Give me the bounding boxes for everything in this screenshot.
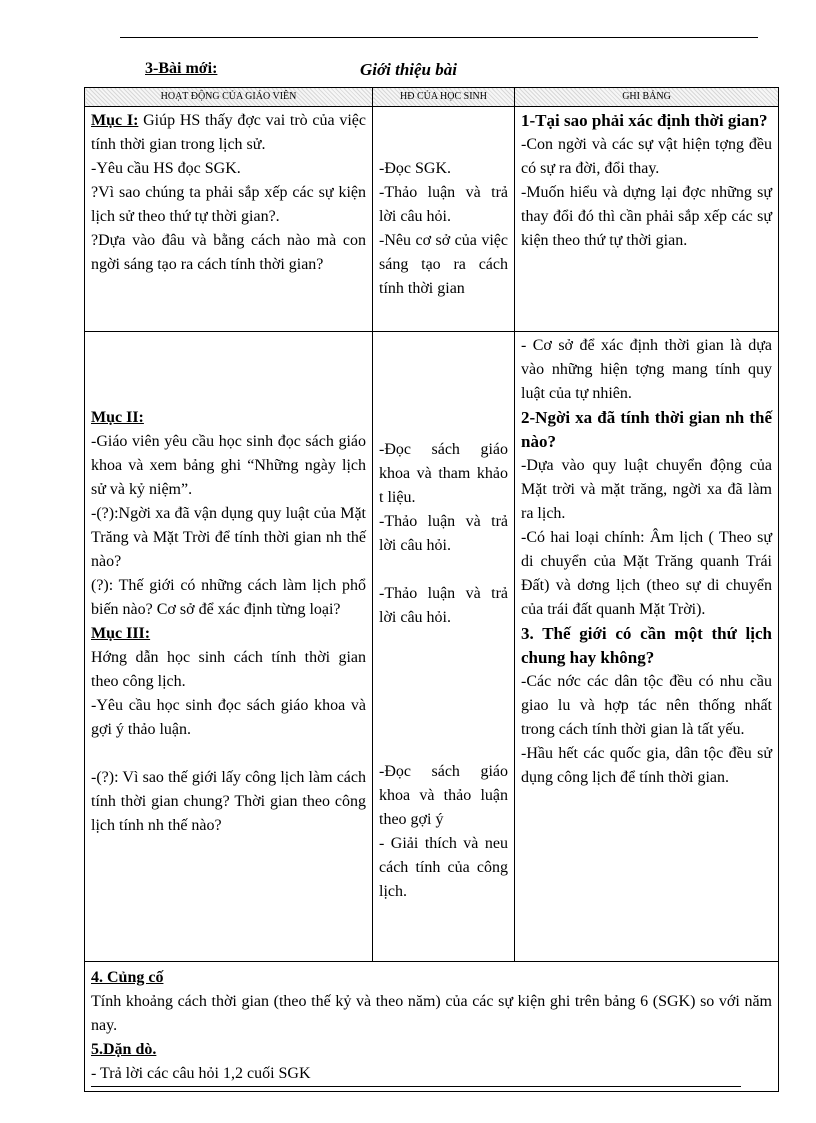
table-row (85, 332, 779, 962)
table-row (85, 107, 779, 332)
student-cell (373, 332, 515, 962)
student-line: -Thảo luận và trả lời câu hỏi. (379, 585, 508, 626)
student-line: -Đọc sách giáo khoa và thảo luận theo gợi ý (379, 763, 508, 828)
student-line: -Đọc sách giáo khoa và tham khảo t liệu. (379, 441, 508, 506)
footer-cell (85, 962, 779, 1092)
cungco-text: Tính khoảng cách thời gian (theo thế kỷ và theo năm) của các sự kiện ghi trên bảng 6 (SGK) so với năm nay. (91, 993, 772, 1034)
board-line: - Cơ sở để xác định thời gian là dựa vào những hiện tợng mang tính quy luật của tự nhiên. (521, 337, 772, 402)
teacher-line: ?Vì sao chúng ta phải sắp xếp các sự kiện lịch sử theo thứ tự thời gian?. (91, 184, 366, 225)
student-line: -Thảo luận và trả lời câu hỏi. (379, 184, 508, 225)
board-line: -Các nớc các dân tộc đều có nhu cầu giao lu và hợp tác nên thống nhất trong cách tính thời gian là tất yếu. (521, 673, 772, 738)
board-title-1: 1-Tại sao phải xác định thời gian? (521, 111, 768, 130)
teacher-line: -Giáo viên yêu cầu học sinh đọc sách giáo khoa và xem bảng ghi “Những ngày lịch sử và kỷ niệm”. (91, 433, 366, 498)
board-line: -Muốn hiểu và dựng lại đợc những sự thay đổi đó thì cần phải sắp xếp các sự kiện theo thứ tự thời gian. (521, 184, 772, 249)
muc-1-text: Giúp HS thấy đợc vai trò của việc tính thời gian trong lịch sử. (91, 112, 366, 153)
cungco-label: 4. Củng cố (91, 969, 164, 986)
muc-1-label: Mục I: (91, 112, 139, 129)
student-line: -Đọc SGK. (379, 160, 451, 177)
teacher-cell (85, 107, 373, 332)
teacher-line: -Yêu cầu học sinh đọc sách giáo khoa và gợi ý thảo luận. (91, 697, 366, 738)
footer-row (85, 962, 779, 1092)
board-title-3: 3. Thế giới có cần một thứ lịch chung hay không? (521, 624, 772, 667)
dando-label: 5.Dặn dò. (91, 1041, 157, 1058)
board-cell (515, 107, 779, 332)
dando-text: - Trả lời các câu hỏi 1,2 cuối SGK (91, 1062, 741, 1087)
section-heading: 3-Bài mới: (145, 60, 218, 77)
teacher-line: ?Dựa vào đâu và bằng cách nào mà con ngời sáng tạo ra cách tính thời gian? (91, 232, 366, 273)
board-title-2: 2-Ngời xa đã tính thời gian nh thế nào? (521, 408, 772, 451)
teacher-cell (85, 332, 373, 962)
board-line: -Hầu hết các quốc gia, dân tộc đều sử dụng công lịch để tính thời gian. (521, 745, 772, 786)
col-header-board: GHI BẢNG (515, 88, 779, 107)
col-header-student: HĐ CỦA HỌC SINH (373, 88, 515, 107)
board-line: -Có hai loại chính: Âm lịch ( Theo sự di chuyển của Mặt Trăng quanh Trái Đất) và dơng lịch (theo sự di chuyển của trái đất quanh Mặt Trời). (521, 529, 772, 618)
board-cell (515, 332, 779, 962)
board-line: -Dựa vào quy luật chuyển động của Mặt trời và mặt trăng, ngời xa đã làm ra lịch. (521, 457, 772, 522)
board-line: -Con ngời và các sự vật hiện tợng đều có sự ra đời, đổi thay. (521, 136, 772, 177)
top-rule (120, 37, 758, 38)
lesson-table (84, 87, 779, 1092)
muc-3-label: Mục III: (91, 625, 151, 642)
intro-title: Giới thiệu bài (360, 60, 457, 79)
teacher-line: (?): Thế giới có những cách làm lịch phổ biến nào? Cơ sở để xác định từng loại? (91, 577, 366, 618)
student-line: - Giải thích và neu cách tính của công lịch. (379, 835, 508, 900)
student-line: -Nêu cơ sở của việc sáng tạo ra cách tính thời gian (379, 232, 508, 297)
teacher-line: -Yêu cầu HS đọc SGK. (91, 160, 241, 177)
teacher-line: -(?): Vì sao thế giới lấy công lịch làm cách tính thời gian chung? Thời gian theo công lịch tính nh thế nào? (91, 769, 366, 834)
teacher-line: Hớng dẫn học sinh cách tính thời gian theo công lịch. (91, 649, 366, 690)
student-line: -Thảo luận và trả lời câu hỏi. (379, 513, 508, 554)
student-cell (373, 107, 515, 332)
table-header-row (85, 88, 779, 107)
teacher-line: -(?):Ngời xa đã vận dụng quy luật của Mặt Trăng và Mặt Trời để tính thời gian nh thế nào? (91, 505, 366, 570)
col-header-teacher: HOẠT ĐỘNG CỦA GIÁO VIÊN (85, 88, 373, 107)
muc-2-label: Mục II: (91, 409, 144, 426)
